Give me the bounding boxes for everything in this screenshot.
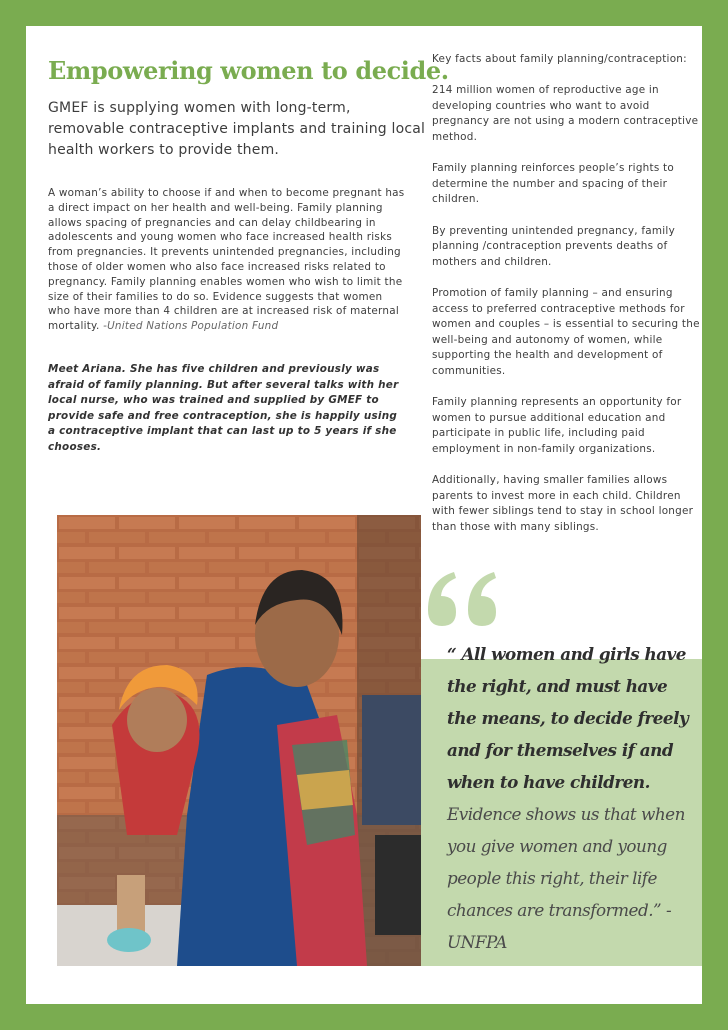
quote-part-2: Evidence shows us that when you give women and young people this right, their life chances are transformed.” -UNFPA [447,804,685,952]
key-fact-item: Additionally, having smaller families allows parents to invest more in each child. Children with fewer siblings tend to stay in school longer than those with many siblings. [432,474,694,533]
key-fact-item: Promotion of family planning – and ensuring access to preferred contraceptive methods for women and couples – is essential to securing the well-being and autonomy of women, while supporting the health and development of communities. [432,286,700,377]
key-fact-item: Family planning represents an opportunity for women to pursue additional education and participate in public life, including paid employment in non-family organizations. [432,396,682,455]
page-title: Empowering women to decide. [48,56,449,85]
photo-ariana [57,515,421,966]
key-facts-column [432,52,702,551]
key-fact-item: Family planning reinforces people’s rights to determine the number and spacing of their children. [432,162,674,206]
key-facts-heading: Key facts about family planning/contraception: [432,53,687,65]
body-paragraph [48,186,408,334]
key-fact-item: By preventing unintended pregnancy, family planning /contraception prevents deaths of mothers and children. [432,224,675,268]
page [26,26,702,1004]
quote-part-1: “ All women and girls have the right, and must have the means, to decide freely and for themselves if and when to have children. [447,644,689,792]
story-paragraph: Meet Ariana. She has five children and previously was afraid of family planning. But after several talks with her local nurse, who was trained and supplied by GMEF to provide safe and free contraception, she is happily using a contraceptive implant that can last up to 5 years if she chooses. [48,363,399,453]
pull-quote [447,638,695,958]
body-text: A woman’s ability to choose if and when to become pregnant has a direct impact on her health and well-being. Family planning allows spacing of pregnancies and can delay childbearing in adolescents and young women who face increased health risks from pregnancies. It prevents unintended pregnancies, including those of older women who also face increased risks related to pregnancy. Family planning enables women who wish to limit the size of their families to do so. Evidence suggests that women who have more than 4 children are at increased risk of maternal mortality. [48,187,405,333]
key-fact-item: 214 million women of reproductive age in developing countries who want to avoid pregnancy are not using a modern contraceptive method. [432,84,699,143]
photo-illustration [57,515,421,966]
body-source: -United Nations Population Fund [103,320,279,333]
quote-mark-icon [424,566,504,632]
lead-paragraph: GMEF is supplying women with long-term, removable contraceptive implants and training local health workers to provide them. [48,100,426,158]
